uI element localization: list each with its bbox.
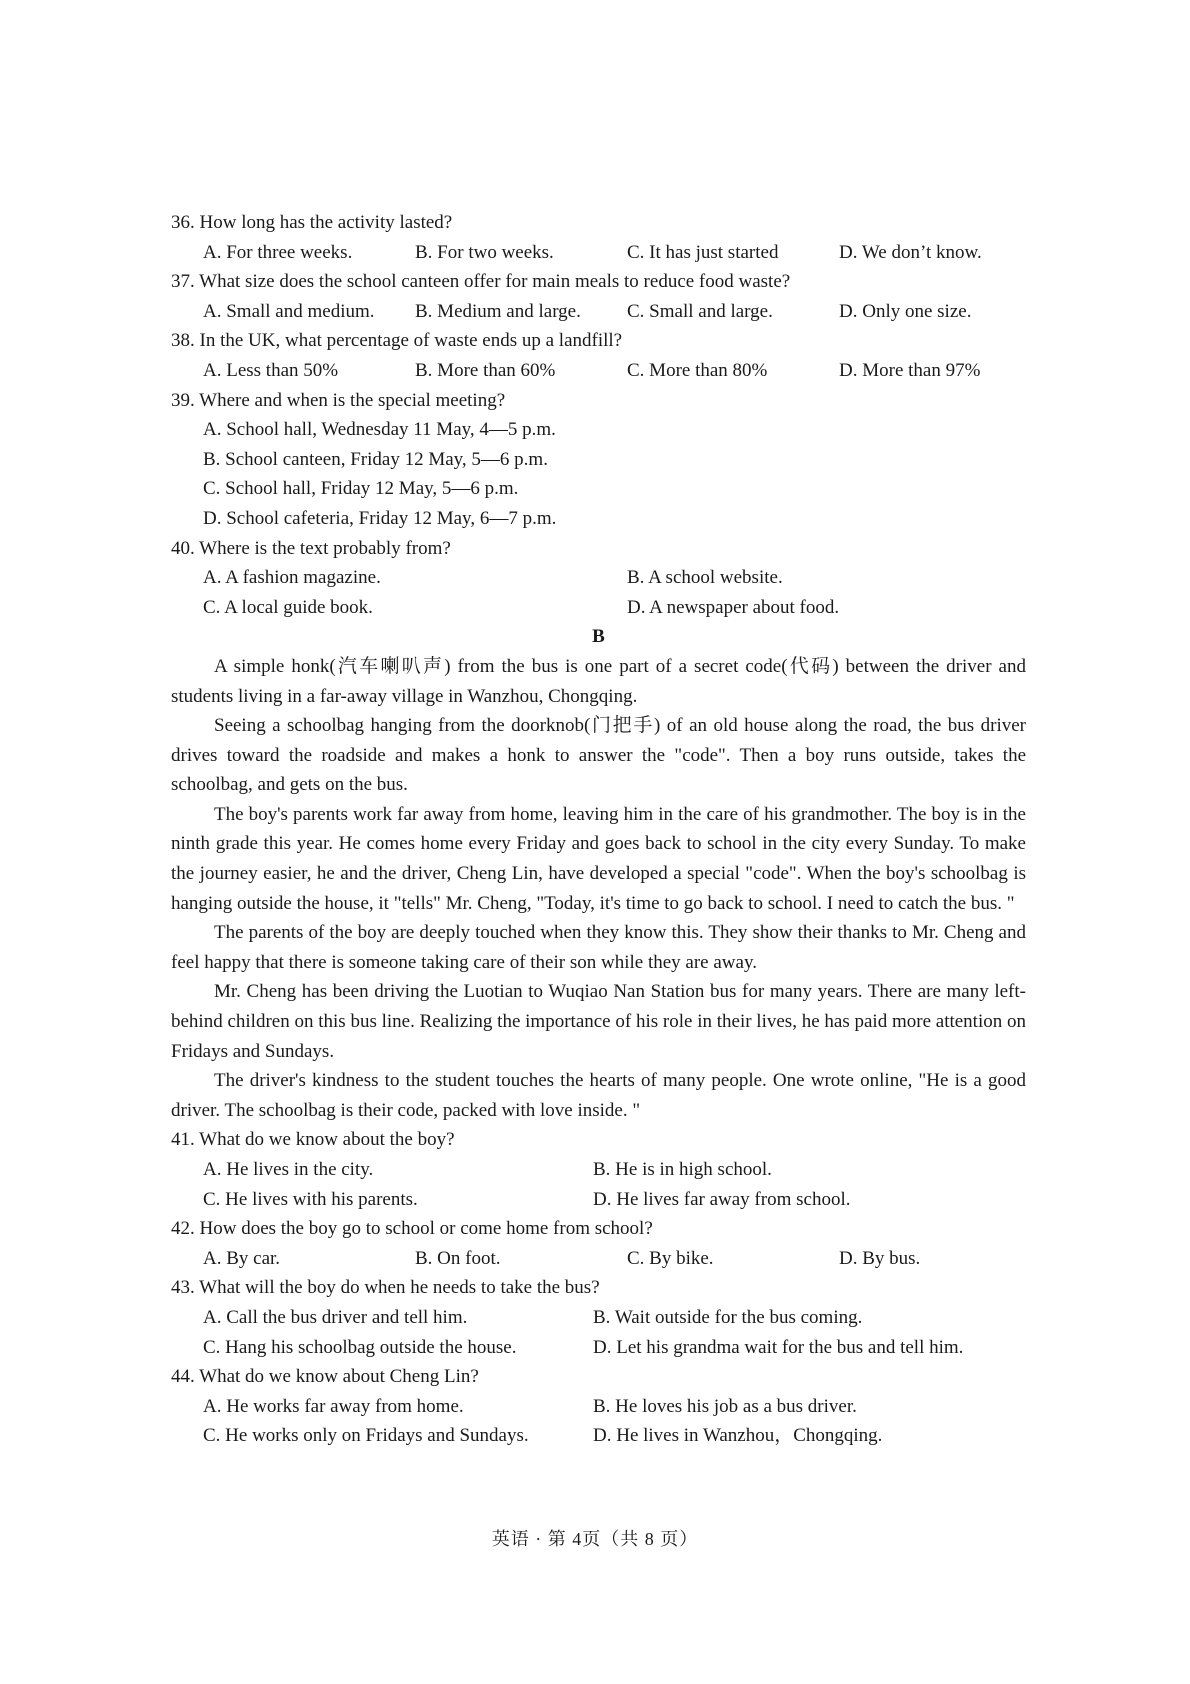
option-c: C. Hang his schoolbag outside the house.	[203, 1336, 517, 1358]
option-c: C. By bike.	[627, 1247, 714, 1269]
options-36	[171, 238, 1026, 268]
option-c: C. School hall, Friday 12 May, 5—6 p.m.	[203, 478, 519, 500]
question-41: 41. What do we know about the boy?	[171, 1129, 455, 1151]
option-b: B. He is in high school.	[593, 1159, 772, 1180]
option-a: A. He lives in the city.	[203, 1159, 374, 1180]
option-d: D. Let his grandma wait for the bus and tell him.	[593, 1336, 964, 1358]
option-d: D. He lives far away from school.	[593, 1188, 851, 1210]
option-a: A. He works far away from home.	[203, 1395, 464, 1417]
option-c: C. He works only on Fridays and Sundays.	[203, 1425, 529, 1447]
options-42	[171, 1244, 1026, 1274]
page-footer: 英语 · 第 4页（共 8 页）	[491, 1529, 699, 1549]
option-a: A. Less than 50%	[203, 359, 339, 381]
option-c: C. Small and large.	[627, 300, 773, 322]
option-b: B. Wait outside for the bus coming.	[593, 1306, 863, 1328]
question-44: 44. What do we know about Cheng Lin?	[171, 1366, 479, 1388]
option-a: A. For three weeks.	[203, 241, 353, 263]
question-40: 40. Where is the text probably from?	[171, 537, 451, 559]
option-c: C. It has just started	[627, 241, 779, 263]
option-a: A. Small and medium.	[203, 300, 375, 322]
option-d: D. A newspaper about food.	[627, 596, 840, 618]
options-40-row1	[171, 563, 1026, 593]
passage-paragraph: Mr. Cheng has been driving the Luotian to Wuqiao Nan Station bus for many years. There are many left-behind children on this bus line. Realizing the importance of his role in their lives, he has paid more attention on Fridays and Sundays.	[171, 981, 1026, 1062]
option-d: D. Only one size.	[839, 300, 972, 322]
option-a: A. School hall, Wednesday 11 May, 4—5 p.m.	[203, 419, 556, 441]
passage-paragraph: A simple honk(汽车喇叭声) from the bus is one part of a secret code(代码) between the driver and students living in a far-away village in Wanzhou, Chongqing.	[171, 655, 1026, 707]
options-37	[171, 297, 1026, 327]
options-40-row2	[171, 593, 1026, 623]
options-41-row1	[171, 1155, 1026, 1185]
option-b: B. For two weeks.	[415, 241, 554, 263]
option-b: B. On foot.	[415, 1247, 501, 1269]
question-38: 38. In the UK, what percentage of waste ends up a landfill?	[171, 330, 623, 352]
options-44-row2	[171, 1421, 1026, 1451]
option-d: D. He lives in Wanzhou，Chongqing.	[593, 1425, 883, 1447]
option-a: A. Call the bus driver and tell him.	[203, 1306, 468, 1328]
option-d: D. More than 97%	[839, 359, 981, 381]
question-43: 43. What will the boy do when he needs to take the bus?	[171, 1277, 600, 1299]
options-44-row1	[171, 1392, 1026, 1422]
options-43-row2	[171, 1333, 1026, 1363]
page-content	[171, 208, 1026, 1451]
option-b: B. Medium and large.	[415, 300, 581, 322]
option-b: B. He loves his job as a bus driver.	[593, 1395, 857, 1417]
option-d: D. By bus.	[839, 1247, 921, 1269]
question-42: 42. How does the boy go to school or come home from school?	[171, 1218, 653, 1240]
passage-paragraph: The boy's parents work far away from home, leaving him in the care of his grandmother. The boy is in the ninth grade this year. He comes home every Friday and goes back to school in the city every Sunday. To make the journey easier, he and the driver, Cheng Lin, have developed a special "code". When the boy's schoolbag is hanging outside the house, it "tells" Mr. Cheng, "Today, it's time to go back to school. I need to catch the bus. "	[171, 803, 1026, 914]
options-43-row1	[171, 1303, 1026, 1333]
passage-paragraph: Seeing a schoolbag hanging from the doorknob(门把手) of an old house along the road, the bus driver drives toward the roadside and makes a honk to answer the "code". Then a boy runs outside, takes the schoolbag, and gets on the bus.	[171, 715, 1026, 796]
option-d: D. We don’t know.	[839, 241, 982, 263]
question-36: 36. How long has the activity lasted?	[171, 212, 453, 233]
option-b: B. School canteen, Friday 12 May, 5—6 p.m.	[203, 448, 548, 470]
section-heading: B	[592, 626, 605, 648]
question-39: 39. Where and when is the special meeting?	[171, 389, 506, 411]
option-b: B. More than 60%	[415, 359, 556, 381]
option-b: B. A school website.	[627, 567, 783, 589]
option-c: C. A local guide book.	[203, 596, 373, 618]
option-d: D. School cafeteria, Friday 12 May, 6—7 p.m.	[203, 507, 557, 529]
option-c: C. More than 80%	[627, 359, 768, 381]
option-a: A. A fashion magazine.	[203, 567, 381, 589]
passage-paragraph: The driver's kindness to the student touches the hearts of many people. One wrote online, "He is a good driver. The schoolbag is their code, packed with love inside. "	[171, 1070, 1026, 1121]
question-37: 37. What size does the school canteen offer for main meals to reduce food waste?	[171, 271, 791, 293]
passage-paragraph: The parents of the boy are deeply touched when they know this. They show their thanks to Mr. Cheng and feel happy that there is someone taking care of their son while they are away.	[171, 922, 1026, 973]
options-41-row2	[171, 1185, 1026, 1215]
options-38	[171, 356, 1026, 386]
option-a: A. By car.	[203, 1247, 281, 1269]
option-c: C. He lives with his parents.	[203, 1188, 418, 1210]
